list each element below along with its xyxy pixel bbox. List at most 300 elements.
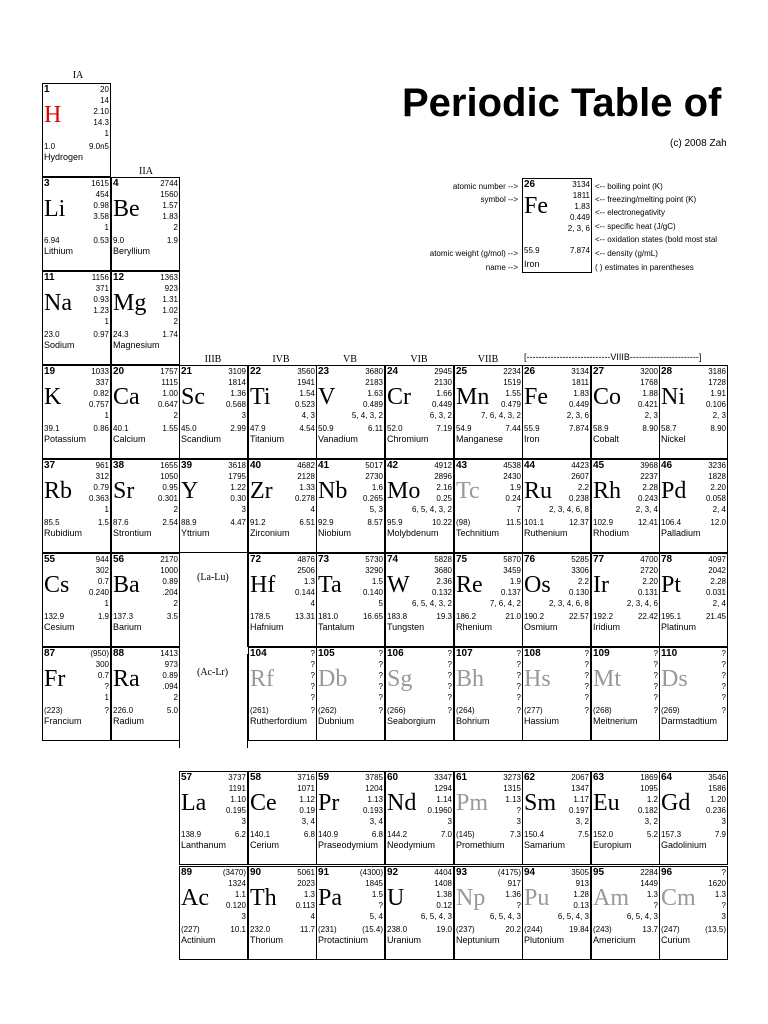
oxidation-states: ? [516,693,521,702]
melting-point: 1095 [640,784,658,793]
element-symbol: La [181,790,207,816]
weight-density-row [524,830,589,840]
atomic-weight: 150.4 [524,830,545,839]
element-properties [706,471,726,515]
melting-point: 1071 [297,784,315,793]
atomic-number: 93 [456,867,468,878]
weight-density-row [661,518,726,528]
specific-heat: 1.02 [162,306,178,315]
element-name: Americium [593,935,636,945]
melting-point: 1814 [228,378,246,387]
atomic-number: 89 [181,867,193,878]
atomic-weight: (237) [456,925,475,934]
oxidation-states: 3, 4 [369,817,383,826]
specific-heat: 0.278 [294,494,315,503]
element-symbol: Ta [318,572,342,598]
lanthanide-placeholder: (La-Lu) [197,572,229,583]
element-radium [111,647,180,741]
density: 7.5 [577,830,589,839]
specific-heat: 0.238 [568,494,589,503]
element-name: Palladium [661,528,701,538]
atomic-number: 55 [44,554,56,565]
element-properties [160,565,178,609]
actinide-placeholder: (Ac-Lr) [197,667,229,678]
electronegativity: 1.57 [162,201,178,210]
density: ? [104,706,109,715]
oxidation-states: ? [310,693,315,702]
boiling-point: 3968 [640,461,658,470]
element-name: Rubidium [44,528,83,538]
electronegativity: 1.3 [303,890,315,899]
melting-point: ? [516,660,521,669]
melting-point: 1811 [571,378,589,387]
element-symbol: Mt [593,666,622,692]
boiling-point: 1033 [91,367,109,376]
element-name: Yttrium [181,528,210,538]
element-symbol: Pr [318,790,340,816]
weight-density-row [250,518,315,528]
element-symbol: Sm [524,790,557,816]
element-symbol: H [44,102,62,128]
element-name: Ruthenium [524,528,568,538]
boiling-point: 3680 [365,367,383,376]
element-properties [365,878,383,922]
element-properties [93,283,109,327]
element-name: Sodium [44,340,75,350]
element-properties [706,377,726,421]
legend-sample-weight: 55.9 [524,246,540,255]
element-samarium [522,771,591,865]
melting-point: 2042 [708,566,726,575]
atomic-number: 21 [181,366,193,377]
electronegativity: 1.5 [371,890,383,899]
atomic-number: 74 [387,554,399,565]
element-name: Barium [113,622,142,632]
electronegativity: 1.38 [436,890,452,899]
element-name: Samarium [524,840,566,850]
weight-density-row [593,424,658,434]
element-name: Rutherfordium [250,716,308,726]
electronegativity: 2.28 [642,483,658,492]
element-name: Curium [661,935,691,945]
density: 16.65 [362,612,383,621]
melting-point: 2183 [365,378,383,387]
oxidation-states: 6, 5, 4, 3 [420,912,452,921]
element-properties [638,783,658,827]
element-seaborgium [385,647,454,741]
melting-point: 1315 [503,784,521,793]
atomic-weight: 39.1 [44,424,60,433]
boiling-point: (950) [90,649,109,658]
atomic-number: 64 [661,772,673,783]
electronegativity: 1.13 [367,795,383,804]
electronegativity: 2.20 [642,577,658,586]
element-properties [722,659,726,703]
element-properties [295,471,315,515]
element-symbol: Sc [181,384,205,410]
element-rubidium [42,459,111,553]
boiling-point: (4300) [359,868,383,877]
boiling-point: ? [584,649,589,658]
atomic-number: 63 [593,772,605,783]
atomic-weight: 195.1 [661,612,682,621]
boiling-point: 2284 [640,868,658,877]
atomic-weight: 140.1 [250,830,271,839]
oxidation-states: 3, 2 [575,817,589,826]
specific-heat: 0.568 [225,400,246,409]
element-properties [311,659,315,703]
oxidation-states: 2 [173,693,178,702]
element-properties [567,377,589,421]
element-symbol: Na [44,290,72,316]
boiling-point: 2945 [434,367,452,376]
atomic-number: 95 [593,867,605,878]
atomic-weight: 58.9 [593,424,609,433]
density: 3.5 [166,612,178,621]
weight-density-row [661,706,726,716]
oxidation-states: 2, 3, 4, 6, 8 [548,505,589,514]
atomic-number: 105 [318,648,335,659]
electronegativity: ? [516,671,521,680]
melting-point: 302 [95,566,109,575]
legend-sample-melting-point: 1811 [572,191,590,200]
specific-heat: 0.137 [500,588,521,597]
weight-density-row [318,518,383,528]
atomic-number: 40 [250,460,262,471]
density: 6.2 [234,830,246,839]
legend-specific-heat-label: <-- specific heat (J/gC) [595,222,676,231]
melting-point: 1000 [160,566,178,575]
electronegativity: 1.36 [230,389,246,398]
oxidation-states: 2 [173,505,178,514]
element-properties [295,565,315,609]
oxidation-states: 1 [104,129,109,138]
element-tantalum [316,553,385,647]
element-symbol: Fe [524,384,548,410]
atomic-weight: (268) [593,706,612,715]
boiling-point: (4175) [497,868,521,877]
oxidation-states: 4 [310,912,315,921]
element-symbol: Cr [387,384,411,410]
element-symbol: Li [44,196,66,222]
atomic-number: 1 [44,84,50,95]
oxidation-states: 1 [104,317,109,326]
element-properties [93,95,109,139]
element-name: Tantalum [318,622,355,632]
electronegativity: 1.22 [230,483,246,492]
melting-point: 2506 [297,566,315,575]
specific-heat: 1.23 [93,306,109,315]
melting-point: 1408 [434,879,452,888]
specific-heat: 0.489 [362,400,383,409]
density: 6.8 [303,830,315,839]
element-symbol: Ca [113,384,140,410]
oxidation-states: 2, 3, 4, 6, 8 [548,599,589,608]
legend-melting-point-label: <-- freezing/melting point (K) [595,195,697,204]
atomic-weight: 183.8 [387,612,408,621]
melting-point: ? [447,660,452,669]
melting-point: ? [653,660,658,669]
weight-density-row [113,706,178,716]
density: ? [447,706,452,715]
element-name: Vanadium [318,434,358,444]
oxidation-states: 2, 3 [712,411,726,420]
atomic-weight: 106.4 [661,518,682,527]
atomic-weight: (223) [44,706,63,715]
weight-density-row [524,612,589,622]
specific-heat: 0.449 [568,400,589,409]
electronegativity: ? [584,671,589,680]
page-title: Periodic Table of [402,81,722,125]
density: 6.11 [368,424,383,433]
specific-heat: ? [104,682,109,691]
melting-point: 312 [95,472,109,481]
weight-density-row [661,925,726,935]
specific-heat: 0.132 [431,588,452,597]
weight-density-row [387,706,452,716]
atomic-number: 20 [113,366,125,377]
oxidation-states: 6, 5, 4, 3 [626,912,658,921]
atomic-number: 27 [593,366,605,377]
weight-density-row [44,518,109,528]
element-properties [162,659,178,703]
atomic-number: 72 [250,554,262,565]
atomic-weight: 232.0 [250,925,271,934]
boiling-point: ? [653,649,658,658]
element-properties [654,659,658,703]
element-symbol: Pa [318,885,342,911]
oxidation-states: 1 [104,599,109,608]
group-label-iiib: IIIB [204,354,222,365]
boiling-point: 4538 [503,461,521,470]
weight-density-row [113,424,178,434]
atomic-weight: 192.2 [593,612,614,621]
density: 19.84 [568,925,589,934]
element-properties [363,471,383,515]
element-symbol: Gd [661,790,691,816]
element-properties [490,565,521,609]
melting-point: 2720 [640,566,658,575]
oxidation-states: 5, 4, 3, 2 [351,411,383,420]
atomic-number: 38 [113,460,125,471]
electronegativity: 1.63 [367,389,383,398]
density: 7.44 [505,424,521,433]
atomic-weight: (231) [318,925,337,934]
electronegativity: ? [310,671,315,680]
melting-point: 3290 [365,566,383,575]
density: 11.7 [300,925,315,934]
weight-density-row [524,518,589,528]
density: ? [310,706,315,715]
atomic-number: 60 [387,772,399,783]
element-name: Rhenium [456,622,493,632]
electronegativity: 1.9 [509,483,521,492]
legend-density-label: <-- density (g/mL) [595,249,658,258]
element-curium [659,866,728,960]
density: 1.55 [162,424,178,433]
specific-heat: 0.113 [295,901,315,910]
oxidation-states: 2, 3 [644,411,658,420]
element-properties [363,565,383,609]
element-lithium [42,177,111,271]
density: 7.0 [440,830,452,839]
element-properties [89,565,109,609]
boiling-point: 2067 [571,773,589,782]
group-label-ivb: IVB [272,354,290,365]
boiling-point: 3560 [297,367,315,376]
oxidation-states: 3 [241,817,246,826]
melting-point: 2430 [503,472,521,481]
oxidation-states: 6, 5, 4, 3 [557,912,589,921]
legend-sample-density: 7.874 [569,246,590,255]
weight-density-row [456,706,521,716]
boiling-point: ? [721,649,726,658]
electronegativity: 0.79 [93,483,109,492]
atomic-weight: 157.3 [661,830,682,839]
atomic-number: 22 [250,366,262,377]
legend-atomic-number-label: atomic number --> [452,182,518,191]
element-symbol: Cm [661,885,696,911]
element-name: Hassium [524,716,560,726]
density: 7.9 [714,830,726,839]
element-tungsten [385,553,454,647]
melting-point: 337 [95,378,109,387]
density: 5.2 [646,830,658,839]
element-symbol: Os [524,572,551,598]
specific-heat: 0.301 [157,494,178,503]
atomic-number: 12 [113,272,125,283]
boiling-point: ? [310,649,315,658]
element-name: Titanium [250,434,285,444]
specific-heat: 0.236 [705,806,726,815]
element-properties [89,377,109,421]
oxidation-states: 4 [310,599,315,608]
electronegativity: 1.3 [714,890,726,899]
legend-oxidation-label: <-- oxidation states (bold most stal [595,235,718,244]
weight-density-row [524,424,589,434]
element-symbol: Mg [113,290,147,316]
specific-heat: 0.265 [362,494,383,503]
oxidation-states: 2, 3, 6 [566,411,589,420]
weight-density-row [250,424,315,434]
atomic-number: 3 [44,178,50,189]
atomic-weight: (262) [318,706,337,715]
density: 12.0 [710,518,726,527]
oxidation-states: ? [653,693,658,702]
atomic-weight: 23.0 [44,330,60,339]
weight-density-row [318,830,383,840]
density: 5.0 [166,706,178,715]
electronegativity: ? [653,671,658,680]
specific-heat: 0.058 [705,494,726,503]
element-properties [160,189,178,233]
melting-point: 2607 [571,472,589,481]
atomic-weight: 91.2 [250,518,266,527]
weight-density-row [593,706,658,716]
weight-density-row [661,830,726,840]
element-properties [228,471,246,515]
atomic-number: 106 [387,648,404,659]
atomic-number: 94 [524,867,536,878]
boiling-point: 2170 [160,555,178,564]
element-name: Platinum [661,622,697,632]
specific-heat: ? [378,682,383,691]
element-nickel [659,365,728,459]
weight-density-row [456,925,521,935]
weight-density-row [250,612,315,622]
element-name: Iron [524,434,540,444]
atomic-weight: 45.0 [181,424,197,433]
atomic-weight: 88.9 [181,518,197,527]
density: 20.2 [505,925,521,934]
density: 1.9 [97,612,109,621]
element-protactinium [316,866,385,960]
element-symbol: Ba [113,572,140,598]
atomic-number: 41 [318,460,330,471]
oxidation-states: 2, 3, 4, 6 [626,599,658,608]
boiling-point: 4423 [571,461,589,470]
element-symbol: Ds [661,666,688,692]
specific-heat: ? [516,901,521,910]
melting-point: 14 [100,96,109,105]
legend-sample-oxidation-states: 2, 3, 6 [567,224,590,233]
oxidation-states: 5 [378,599,383,608]
electronegativity: 1.28 [573,890,589,899]
element-symbol: Bh [456,666,485,692]
density: 19.0 [436,925,452,934]
element-name: Meitnerium [593,716,638,726]
legend-electronegativity-label: <-- electronegativity [595,208,666,217]
melting-point: 300 [95,660,109,669]
atomic-weight: 140.9 [318,830,339,839]
element-darmstadtium [659,647,728,741]
specific-heat: 0.140 [362,588,383,597]
element-properties [412,471,452,515]
element-name: Dubnium [318,716,355,726]
electronegativity: 1.20 [710,795,726,804]
boiling-point: 961 [95,461,109,470]
weight-density-row [593,518,658,528]
element-sodium [42,271,111,365]
element-properties [421,878,452,922]
melting-point: 1115 [161,378,178,387]
atomic-weight: 238.0 [387,925,408,934]
element-symbol: Ce [250,790,277,816]
electronegativity: 0.7 [97,671,109,680]
atomic-weight: 138.9 [181,830,202,839]
melting-point: 3306 [571,566,589,575]
boiling-point: 4682 [297,461,315,470]
specific-heat: .204 [162,588,178,597]
specific-heat: 0.193 [362,806,383,815]
element-name: Potassium [44,434,87,444]
element-technitium [454,459,523,553]
element-gadolinium [659,771,728,865]
element-symbol: Ir [593,572,609,598]
electronegativity: 2.36 [436,577,452,586]
element-name: Strontium [113,528,152,538]
atomic-number: 23 [318,366,330,377]
electronegativity: 0.93 [93,295,109,304]
boiling-point: 3186 [708,367,726,376]
density: 2.99 [230,424,246,433]
electronegativity: 1.5 [371,577,383,586]
element-properties [363,783,383,827]
melting-point: 1728 [708,378,726,387]
element-name: Praseodymium [318,840,379,850]
element-name: Beryllium [113,246,151,256]
electronegativity: ? [378,671,383,680]
